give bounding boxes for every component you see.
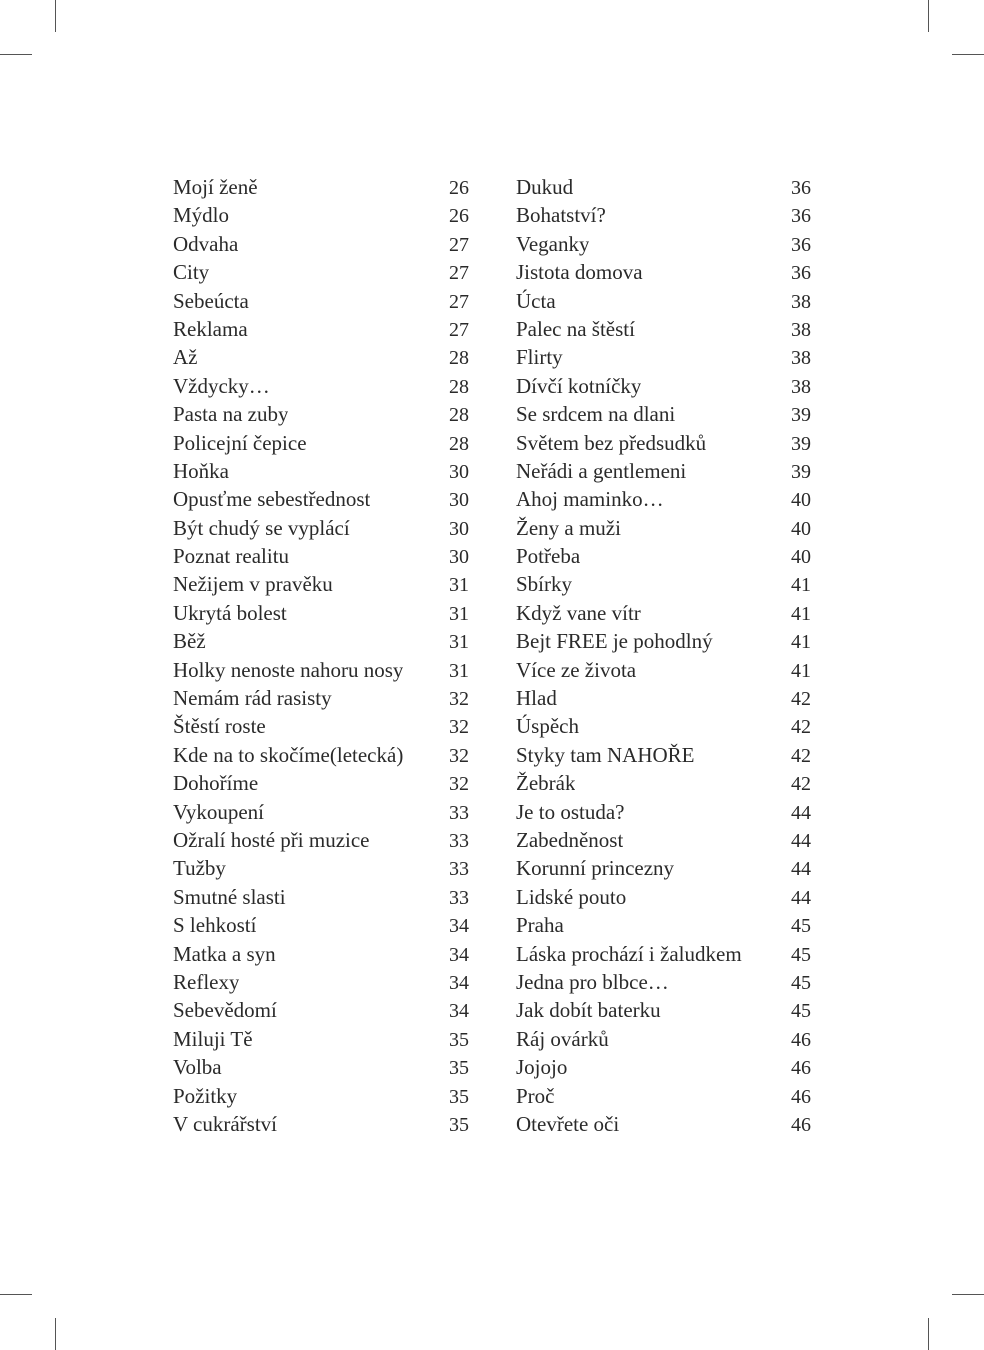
toc-entry-title: Potřeba [516,544,581,569]
toc-entry-title: Jojojo [516,1055,568,1080]
toc-entry-page: 26 [449,177,469,199]
toc-entry-page: 40 [791,489,811,512]
toc-entry [516,996,811,1024]
toc-entry [173,485,469,513]
toc-entry-title: Bejt FREE je pohodlný [516,629,713,654]
toc-entry-title: Mojí ženě [173,175,258,199]
toc-entry-title: Korunní princezny [516,856,675,881]
toc-entry-title: Sebeúcta [173,288,249,313]
toc-entry-title: Kde na to skočíme(letecká) [173,742,404,767]
toc-entry-page: 31 [449,631,469,654]
toc-entry-page: 30 [449,517,469,540]
toc-entry [516,287,811,315]
toc-entry-page: 27 [449,262,469,285]
toc-entry [516,542,811,570]
toc-entry-title: Ukrytá bolest [173,600,287,625]
toc-entry-page: 39 [791,460,811,483]
toc-entry [516,514,811,542]
toc-entry-title: Jedna pro blbce… [516,969,669,994]
toc-entry-title: Sbírky [516,572,573,597]
toc-entry [516,173,811,201]
toc-entry-title: Úcta [516,288,556,313]
toc-entry-page: 33 [449,858,469,881]
toc-entry-page: 34 [449,915,469,938]
toc-entry-title: Úspěch [516,714,579,739]
toc-column-left [173,173,469,1138]
toc-entry [173,542,469,570]
toc-entry-title: Policejní čepice [173,430,307,455]
toc-entry [516,656,811,684]
toc-entry [516,769,811,797]
toc-entry-title: Pasta na zuby [173,402,289,427]
toc-entry [516,883,811,911]
toc-entry-page: 33 [449,886,469,909]
toc-entry [516,684,811,712]
toc-entry-title: Být chudý se vyplácí [173,515,350,540]
toc-entry-title: Ženy a muži [516,515,621,540]
toc-entry-page: 42 [791,716,811,739]
toc-entry-page: 40 [791,517,811,540]
toc-entry [173,684,469,712]
toc-entry-title: Se srdcem na dlani [516,402,676,427]
toc-entry-page: 28 [449,375,469,398]
toc-entry [516,343,811,371]
toc-entry-title: Požitky [173,1083,238,1108]
toc-entry-page: 44 [791,886,811,909]
toc-entry [173,996,469,1024]
toc-entry-page: 27 [449,290,469,313]
toc-entry [173,287,469,315]
toc-entry [173,826,469,854]
crop-mark-top-left-horizontal [0,54,32,55]
toc-entry [173,258,469,286]
toc-entry-page: 32 [449,716,469,739]
toc-entry-page: 42 [791,744,811,767]
crop-mark-top-right-horizontal [952,54,984,55]
toc-entry-page: 34 [449,943,469,966]
toc-entry [516,457,811,485]
toc-column-right [516,173,811,1138]
toc-entry-page: 46 [791,1113,811,1136]
toc-entry [173,627,469,655]
toc-entry-title: Dívčí kotníčky [516,373,642,398]
toc-entry-page: 45 [791,915,811,938]
toc-entry-title: Smutné slasti [173,884,286,909]
toc-entry [173,514,469,542]
toc-entry-title: Volba [173,1055,222,1080]
toc-entry-page: 36 [791,262,811,285]
toc-entry-title: Neřádi a gentlemeni [516,458,687,483]
toc-entry-page: 44 [791,801,811,824]
toc-entry [173,457,469,485]
toc-entry-title: Jistota domova [516,260,643,285]
toc-entry-title: Nemám rád rasisty [173,686,332,711]
toc-entry [516,627,811,655]
toc-entry-title: Odvaha [173,231,239,256]
toc-entry-title: Až [173,345,198,370]
toc-entry-page: 41 [791,659,811,682]
toc-entry-title: S lehkostí [173,913,257,938]
toc-entry-title: V cukrářství [173,1111,278,1136]
toc-entry [173,769,469,797]
toc-entry-page: 45 [791,943,811,966]
crop-mark-bottom-right-horizontal [952,1294,984,1295]
toc-entry-title: Palec na štěstí [516,316,635,341]
toc-entry [516,940,811,968]
toc-entry-page: 35 [449,1113,469,1136]
toc-entry-title: Matka a syn [173,941,276,966]
toc-entry [173,230,469,258]
toc-entry-title: City [173,260,210,285]
toc-entry-title: Reflexy [173,969,240,994]
toc-entry [173,315,469,343]
toc-entry [516,712,811,740]
toc-entry-title: Více ze života [516,657,637,682]
toc-entry-page: 33 [449,829,469,852]
toc-entry [516,258,811,286]
toc-entry-page: 31 [449,574,469,597]
toc-entry-page: 39 [791,404,811,427]
toc-entry-title: Flirty [516,345,563,370]
toc-entry-title: Styky tam NAHOŘE [516,742,695,767]
toc-entry-title: Sebevědomí [173,998,277,1023]
toc-entry [516,968,811,996]
toc-entry-page: 36 [791,233,811,256]
toc-entry-title: Proč [516,1083,555,1108]
toc-entry [516,230,811,258]
toc-entry-page: 46 [791,1085,811,1108]
toc-entry-title: Hlad [516,686,557,711]
toc-entry-title: Tužby [173,856,226,881]
toc-entry-title: Hoňka [173,458,229,483]
toc-entry [516,400,811,428]
toc-entry-title: Holky nenoste nahoru nosy [173,657,404,682]
toc-entry-title: Bohatství? [516,203,606,228]
toc-entry [516,1053,811,1081]
toc-entry [516,570,811,598]
toc-entry-page: 36 [791,205,811,228]
toc-entry [516,826,811,854]
toc-entry [173,1082,469,1110]
toc-entry-page: 28 [449,432,469,455]
toc-entry-title: Nežijem v pravěku [173,572,333,597]
toc-entry-page: 41 [791,602,811,625]
toc-entry [173,173,469,201]
toc-entry [516,798,811,826]
toc-entry [173,883,469,911]
toc-entry-page: 44 [791,829,811,852]
toc-entry [173,400,469,428]
toc-entry [173,911,469,939]
toc-entry [516,1082,811,1110]
toc-entry [173,656,469,684]
toc-entry-title: Je to ostuda? [516,799,625,824]
toc-entry [516,315,811,343]
toc-entry-page: 39 [791,432,811,455]
toc-entry-title: Vykoupení [173,799,264,824]
toc-entry-page: 28 [449,347,469,370]
toc-entry-title: Poznat realitu [173,544,290,569]
toc-entry-page: 38 [791,318,811,341]
toc-entry [516,911,811,939]
toc-entry-page: 31 [449,602,469,625]
toc-entry-title: Vždycky… [173,373,270,398]
toc-entry-page: 28 [449,404,469,427]
toc-entry [173,599,469,627]
toc-entry-page: 41 [791,574,811,597]
toc-entry-title: Opusťme sebestřednost [173,487,371,512]
toc-entry [516,485,811,513]
toc-entry-page: 45 [791,1000,811,1023]
toc-entry-page: 45 [791,971,811,994]
toc-entry [173,429,469,457]
toc-entry-page: 46 [791,1028,811,1051]
toc-entry-title: Dukud [516,175,574,199]
toc-entry [173,201,469,229]
toc-entry-title: Lidské pouto [516,884,627,909]
toc-entry-page: 30 [449,489,469,512]
toc-entry [173,741,469,769]
toc-entry-title: Žebrák [516,771,576,796]
toc-entry-page: 34 [449,1000,469,1023]
toc-entry-title: Ožralí hosté při muzice [173,827,370,852]
toc-entry-page: 38 [791,347,811,370]
toc-entry-title: Veganky [516,231,590,256]
toc-entry-page: 41 [791,631,811,654]
toc-entry-title: Ahoj maminko… [516,487,664,512]
toc-entry [173,343,469,371]
toc-entry-page: 35 [449,1085,469,1108]
toc-entry-page: 36 [791,177,811,199]
toc-entry [516,372,811,400]
toc-entry-title: Když vane vítr [516,600,641,625]
toc-entry-title: Ráj ovárků [516,1026,609,1051]
crop-mark-bottom-left-vertical [55,1318,56,1350]
toc-entry-page: 42 [791,773,811,796]
toc-entry-title: Miluji Tě [173,1026,253,1051]
toc-entry-title: Štěstí roste [173,714,266,739]
toc-entry [173,1025,469,1053]
toc-entry-page: 26 [449,205,469,228]
toc-entry [173,940,469,968]
toc-entry-title: Běž [173,629,206,654]
toc-entry-page: 38 [791,375,811,398]
toc-entry-page: 32 [449,744,469,767]
toc-entry-page: 31 [449,659,469,682]
toc-entry-page: 32 [449,773,469,796]
toc-entry [173,712,469,740]
toc-entry [516,599,811,627]
toc-entry [173,570,469,598]
crop-mark-bottom-right-vertical [928,1318,929,1350]
toc-entry [516,1025,811,1053]
toc-entry-page: 35 [449,1028,469,1051]
toc-entry-page: 30 [449,546,469,569]
toc-entry-page: 46 [791,1057,811,1080]
toc-entry [173,798,469,826]
toc-entry-page: 32 [449,688,469,711]
toc-entry-title: Praha [516,913,564,938]
toc-entry-title: Jak dobít baterku [516,998,661,1023]
toc-entry-page: 34 [449,971,469,994]
toc-entry-title: Láska prochází i žaludkem [516,941,742,966]
toc-entry-title: Otevřete oči [516,1111,620,1136]
toc-entry [173,1110,469,1138]
crop-mark-bottom-left-horizontal [0,1294,32,1295]
toc-entry-title: Dohoříme [173,771,259,796]
toc-entry-page: 40 [791,546,811,569]
toc-entry-title: Zabedněnost [516,827,624,852]
toc-entry-page: 35 [449,1057,469,1080]
toc-entry [516,741,811,769]
toc-entry-title: Reklama [173,316,248,341]
crop-mark-top-left-vertical [55,0,56,32]
crop-mark-top-right-vertical [928,0,929,32]
toc-entry [173,968,469,996]
toc-entry-page: 38 [791,290,811,313]
toc-entry-page: 30 [449,460,469,483]
toc-entry-page: 27 [449,318,469,341]
toc-entry-page: 44 [791,858,811,881]
toc-entry [173,854,469,882]
toc-entry-title: Světem bez předsudků [516,430,707,455]
toc-entry-page: 33 [449,801,469,824]
toc-entry-title: Mýdlo [173,203,230,228]
toc-entry [516,429,811,457]
toc-entry-page: 42 [791,688,811,711]
toc-entry [173,1053,469,1081]
toc-entry [173,372,469,400]
toc-entry [516,1110,811,1138]
toc-entry-page: 27 [449,233,469,256]
toc-entry [516,201,811,229]
toc-entry [516,854,811,882]
